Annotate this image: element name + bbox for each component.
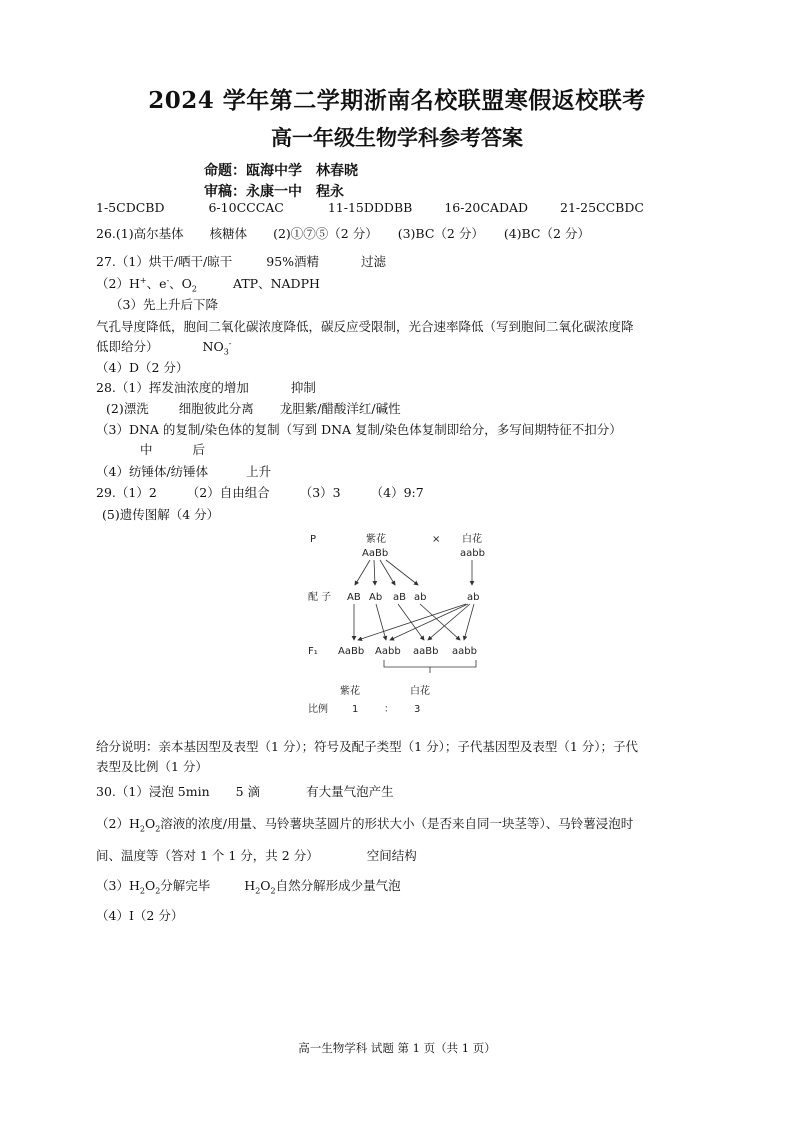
q28-1b: 抑制 bbox=[290, 380, 316, 395]
q29-3: （3）3 bbox=[299, 485, 341, 500]
page-subtitle: 高一年级生物学科参考答案 bbox=[271, 125, 523, 150]
white-flower-bracket bbox=[384, 660, 476, 673]
q30-4a: （3）H bbox=[96, 878, 140, 893]
q26-1: 26.(1)高尔基体 bbox=[96, 226, 184, 241]
q27-line6: （4）D（2 分） bbox=[96, 360, 189, 375]
reviewer-line: 审稿：永康一中 程永 bbox=[204, 184, 344, 200]
q30-line4: $(3)H_2O_2$分解完毕 $H_2O_2$自然分解形成少量气泡 bbox=[96, 878, 401, 896]
q27-5b: NO bbox=[202, 339, 224, 354]
q26-4: (4)BC（2 分） bbox=[503, 226, 590, 241]
mc-16-20: 16-20CADAD bbox=[444, 200, 529, 215]
parent1-geno: AaBb bbox=[362, 548, 389, 559]
q28-line3: （3）DNA 的复制/染色体的复制（写到 DNA 复制/染色体复制即给分，多写间期特征不扣分） bbox=[96, 422, 622, 437]
offspring-Aabb: Aabb bbox=[375, 646, 401, 657]
q28-2a: (2)漂洗 bbox=[106, 401, 149, 416]
q26-line bbox=[96, 224, 590, 242]
q30-2b: 溶液的浓度/用量、马铃薯块茎圆片的形状大小（是否来自同一块茎等）、马铃薯浸泡时 bbox=[160, 816, 634, 831]
q30-3a: 间、温度等（答对 1 个 1 分，共 2 分） bbox=[96, 848, 319, 863]
page-footer: 高一生物学科 试题 第 1 页（共 1 页） bbox=[298, 1041, 496, 1055]
q27-1a: 27.（1）烘干/晒干/晾干 bbox=[96, 254, 233, 269]
q30-line2: $(2)H_2O_2$溶液的浓度/用量、马铃薯块茎圆片的形状大小（是否来自同一块茎等）、马铃薯浸泡时 bbox=[96, 816, 634, 834]
offspring-aabb: aabb bbox=[452, 646, 477, 657]
mc-6-10: 6-10CCCAC bbox=[208, 200, 284, 215]
mc-1-5: 1-5CDCBD bbox=[96, 200, 165, 215]
q28-1a: 28.（1）挥发油浓度的增加 bbox=[96, 380, 249, 395]
q30-4c: H bbox=[244, 878, 256, 893]
q27-line2: （2）H+、e-、$O_2$ ATP、NADPH bbox=[96, 275, 320, 294]
q27-line1 bbox=[96, 252, 386, 270]
q28-line2 bbox=[106, 399, 401, 417]
gamete-aB: aB bbox=[393, 592, 406, 603]
genetic-cross-diagram bbox=[300, 530, 500, 720]
q28-5a: （4）纺锤体/纺锤体 bbox=[96, 464, 209, 479]
author-line: 命题：瓯海中学 林春晓 bbox=[204, 163, 358, 179]
q27-1b: 95%酒精 bbox=[266, 254, 320, 269]
genetic-cross-svg bbox=[300, 530, 500, 720]
q28-line5 bbox=[96, 462, 271, 480]
q29-line2: (5)遗传图解（4 分） bbox=[102, 507, 220, 522]
q30-2a: （2）H bbox=[96, 816, 140, 831]
ratio-sep: ： bbox=[384, 704, 394, 715]
q30-line5: （4）I（2 分） bbox=[96, 908, 184, 923]
q30-4d: 自然分解形成少量气泡 bbox=[275, 878, 401, 893]
q28-4a: 中 bbox=[140, 442, 153, 457]
mc-21-25: 21-25CCBDC bbox=[560, 200, 644, 215]
offspring-aaBb: aaBb bbox=[413, 646, 439, 657]
parent-arrows bbox=[355, 560, 472, 585]
q30-line1 bbox=[96, 782, 394, 800]
gamete-label: 配 子 bbox=[308, 592, 332, 603]
q26-2: (2)①⑦⑤（2 分） bbox=[273, 226, 378, 241]
q27-5a: 低即给分） bbox=[96, 339, 159, 354]
q30-1a: 30.（1）浸泡 5min bbox=[96, 784, 210, 799]
ratio-label: 比例 bbox=[308, 704, 328, 715]
mc-answers bbox=[96, 200, 644, 215]
q27-line3: （3）先上升后下降 bbox=[110, 297, 218, 312]
q28-2b: 细胞彼此分离 bbox=[178, 401, 254, 416]
q30-1b: 5 滴 bbox=[235, 784, 261, 799]
q27-2-h: （2）H bbox=[96, 276, 140, 291]
q28-line4 bbox=[140, 440, 205, 458]
q28-5b: 上升 bbox=[246, 464, 272, 479]
mc-11-15: 11-15DDDBB bbox=[327, 200, 413, 215]
offspring-AaBb: AaBb bbox=[338, 646, 365, 657]
parent1-pheno: 紫花 bbox=[366, 534, 386, 545]
q27-line4: 气孔导度降低，胞间二氧化碳浓度降低，碳反应受限制，光合速率降低（写到胞间二氧化碳浓度降 bbox=[96, 319, 634, 334]
q29-line1 bbox=[96, 483, 424, 501]
f1-label: F₁ bbox=[308, 646, 318, 657]
q30-line3 bbox=[96, 846, 417, 864]
parent2-geno: aabb bbox=[460, 548, 485, 559]
q27-line5: 低即给分） $NO_3^-$ bbox=[96, 338, 232, 357]
gamete-AB: AB bbox=[347, 592, 361, 603]
q29-score1: 给分说明：亲本基因型及表型（1 分）；符号及配子类型（1 分）；子代基因型及表型（1 分）；子代 bbox=[96, 739, 639, 754]
gamete-Ab: Ab bbox=[369, 592, 383, 603]
q26-3: (3)BC（2 分） bbox=[397, 226, 484, 241]
parent2-pheno: 白花 bbox=[462, 534, 482, 545]
q30-1c: 有大量气泡产生 bbox=[306, 784, 394, 799]
q27-2-atp: ATP、NADPH bbox=[232, 276, 320, 291]
q28-4b: 后 bbox=[192, 442, 206, 457]
q29-1: 29.（1）2 bbox=[96, 485, 157, 500]
q26-1b: 核糖体 bbox=[209, 226, 248, 241]
q29-2: （2）自由组合 bbox=[186, 485, 270, 500]
q29-4: （4）9:7 bbox=[370, 485, 424, 500]
cross-symbol: × bbox=[432, 534, 441, 545]
q28-2c: 龙胆紫/醋酸洋红/碱性 bbox=[279, 401, 401, 416]
q27-1c: 过滤 bbox=[361, 254, 387, 269]
q30-4b: 分解完毕 bbox=[160, 878, 211, 893]
p-label: P bbox=[310, 534, 317, 545]
pheno-white: 白花 bbox=[410, 686, 430, 697]
gamete-arrows bbox=[354, 604, 474, 640]
ratio-white: 3 bbox=[414, 704, 421, 715]
ratio-purple: 1 bbox=[352, 704, 359, 715]
q30-3b: 空间结构 bbox=[366, 848, 417, 863]
pheno-purple: 紫花 bbox=[340, 686, 360, 697]
page-title: 2024 学年第二学期浙南名校联盟寒假返校联考 bbox=[148, 87, 646, 114]
gamete-ab: ab bbox=[414, 592, 427, 603]
q29-score2: 表型及比例（1 分） bbox=[96, 759, 208, 774]
q28-line1 bbox=[96, 378, 316, 396]
gamete2-ab: ab bbox=[467, 592, 480, 603]
